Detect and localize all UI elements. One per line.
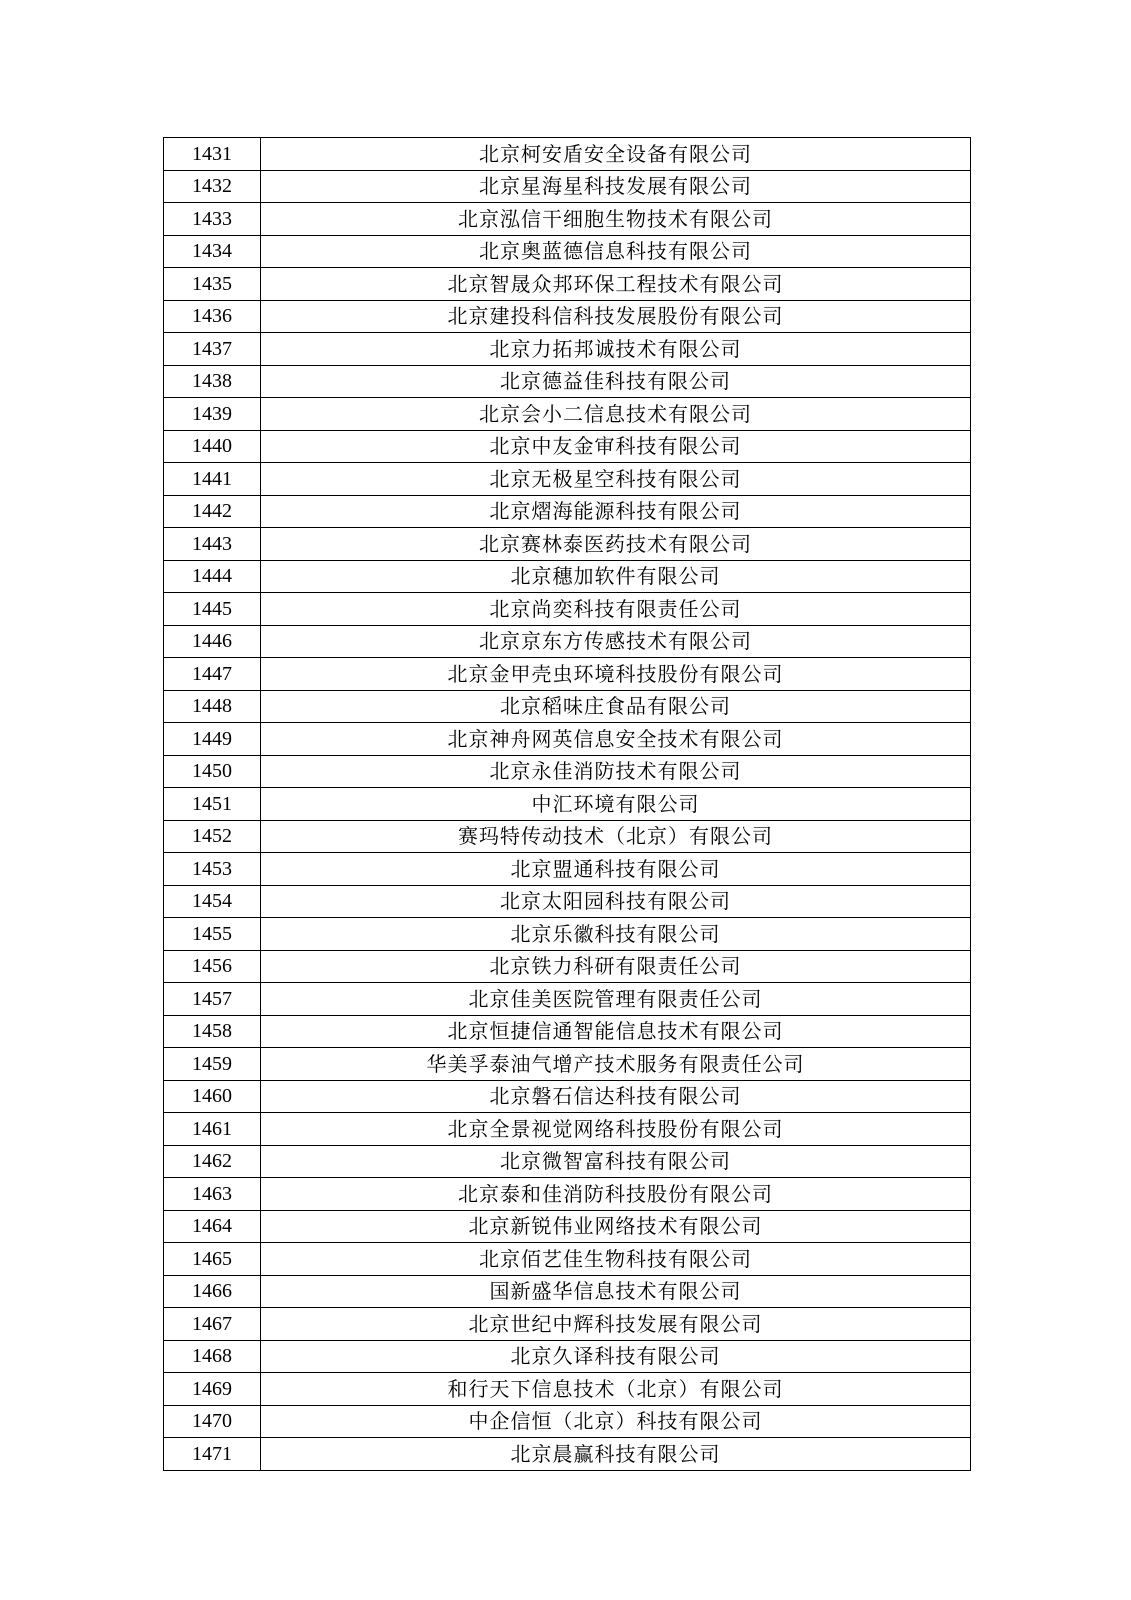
table-row (164, 918, 971, 951)
table-row (164, 495, 971, 528)
table-row (164, 170, 971, 203)
row-number: 1448 (164, 690, 261, 723)
company-name: 华美孚泰油气增产技术服务有限责任公司 (261, 1048, 971, 1081)
row-number: 1431 (164, 138, 261, 171)
table-row (164, 235, 971, 268)
company-name: 北京佰艺佳生物科技有限公司 (261, 1243, 971, 1276)
company-name: 北京力拓邦诚技术有限公司 (261, 333, 971, 366)
row-number: 1451 (164, 788, 261, 821)
row-number: 1446 (164, 625, 261, 658)
company-name: 北京无极星空科技有限公司 (261, 463, 971, 496)
table-row (164, 268, 971, 301)
row-number: 1438 (164, 365, 261, 398)
row-number: 1468 (164, 1340, 261, 1373)
table-row (164, 820, 971, 853)
company-name: 北京金甲壳虫环境科技股份有限公司 (261, 658, 971, 691)
company-name: 赛玛特传动技术（北京）有限公司 (261, 820, 971, 853)
table-row (164, 950, 971, 983)
row-number: 1461 (164, 1113, 261, 1146)
table-row (164, 885, 971, 918)
row-number: 1432 (164, 170, 261, 203)
table-row (164, 723, 971, 756)
company-name: 北京永佳消防技术有限公司 (261, 755, 971, 788)
row-number: 1443 (164, 528, 261, 561)
company-name: 北京星海星科技发展有限公司 (261, 170, 971, 203)
row-number: 1445 (164, 593, 261, 626)
table-row (164, 1178, 971, 1211)
table-row (164, 690, 971, 723)
row-number: 1470 (164, 1405, 261, 1438)
company-name: 北京佳美医院管理有限责任公司 (261, 983, 971, 1016)
table-row (164, 333, 971, 366)
row-number: 1434 (164, 235, 261, 268)
table-row (164, 1438, 971, 1471)
table-row (164, 1340, 971, 1373)
company-name: 中汇环境有限公司 (261, 788, 971, 821)
table-row (164, 300, 971, 333)
row-number: 1437 (164, 333, 261, 366)
table-row (164, 560, 971, 593)
table-row (164, 983, 971, 1016)
row-number: 1444 (164, 560, 261, 593)
table-row (164, 755, 971, 788)
company-name: 北京德益佳科技有限公司 (261, 365, 971, 398)
row-number: 1442 (164, 495, 261, 528)
company-name: 北京建投科信科技发展股份有限公司 (261, 300, 971, 333)
row-number: 1433 (164, 203, 261, 236)
row-number: 1435 (164, 268, 261, 301)
company-name: 北京京东方传感技术有限公司 (261, 625, 971, 658)
table-row (164, 203, 971, 236)
row-number: 1466 (164, 1275, 261, 1308)
row-number: 1460 (164, 1080, 261, 1113)
company-name: 北京全景视觉网络科技股份有限公司 (261, 1113, 971, 1146)
row-number: 1471 (164, 1438, 261, 1471)
company-name: 北京柯安盾安全设备有限公司 (261, 138, 971, 171)
company-name: 和行天下信息技术（北京）有限公司 (261, 1373, 971, 1406)
company-name: 北京新锐伟业网络技术有限公司 (261, 1210, 971, 1243)
row-number: 1436 (164, 300, 261, 333)
company-name: 北京会小二信息技术有限公司 (261, 398, 971, 431)
table-row (164, 1145, 971, 1178)
company-name: 北京久译科技有限公司 (261, 1340, 971, 1373)
row-number: 1467 (164, 1308, 261, 1341)
company-list-table (163, 137, 971, 1471)
row-number: 1458 (164, 1015, 261, 1048)
row-number: 1439 (164, 398, 261, 431)
table-row (164, 1308, 971, 1341)
table-row (164, 1243, 971, 1276)
table-row (164, 365, 971, 398)
row-number: 1469 (164, 1373, 261, 1406)
row-number: 1463 (164, 1178, 261, 1211)
table-row (164, 788, 971, 821)
company-name: 中企信恒（北京）科技有限公司 (261, 1405, 971, 1438)
company-name: 北京盟通科技有限公司 (261, 853, 971, 886)
row-number: 1452 (164, 820, 261, 853)
table-row (164, 463, 971, 496)
row-number: 1447 (164, 658, 261, 691)
table-row (164, 853, 971, 886)
row-number: 1440 (164, 430, 261, 463)
table-row (164, 1210, 971, 1243)
row-number: 1441 (164, 463, 261, 496)
company-name: 北京磐石信达科技有限公司 (261, 1080, 971, 1113)
row-number: 1450 (164, 755, 261, 788)
company-name: 北京恒捷信通智能信息技术有限公司 (261, 1015, 971, 1048)
table-row (164, 1275, 971, 1308)
company-name: 北京晨赢科技有限公司 (261, 1438, 971, 1471)
row-number: 1459 (164, 1048, 261, 1081)
row-number: 1454 (164, 885, 261, 918)
table-row (164, 1405, 971, 1438)
company-name: 北京太阳园科技有限公司 (261, 885, 971, 918)
table-row (164, 1373, 971, 1406)
company-list-body (164, 138, 971, 1471)
table-row (164, 1048, 971, 1081)
table-row (164, 1015, 971, 1048)
table-row (164, 593, 971, 626)
row-number: 1449 (164, 723, 261, 756)
table-row (164, 430, 971, 463)
row-number: 1465 (164, 1243, 261, 1276)
company-name: 北京微智富科技有限公司 (261, 1145, 971, 1178)
table-row (164, 1080, 971, 1113)
row-number: 1456 (164, 950, 261, 983)
company-name: 北京中友金审科技有限公司 (261, 430, 971, 463)
company-name: 北京赛林泰医药技术有限公司 (261, 528, 971, 561)
row-number: 1457 (164, 983, 261, 1016)
company-name: 北京熠海能源科技有限公司 (261, 495, 971, 528)
table-row (164, 625, 971, 658)
company-name: 北京世纪中辉科技发展有限公司 (261, 1308, 971, 1341)
row-number: 1462 (164, 1145, 261, 1178)
company-name: 北京乐徽科技有限公司 (261, 918, 971, 951)
row-number: 1453 (164, 853, 261, 886)
company-name: 北京稻味庄食品有限公司 (261, 690, 971, 723)
table-row (164, 528, 971, 561)
company-name: 北京穗加软件有限公司 (261, 560, 971, 593)
table-row (164, 658, 971, 691)
table-row (164, 1113, 971, 1146)
company-name: 北京神舟网英信息安全技术有限公司 (261, 723, 971, 756)
company-name: 国新盛华信息技术有限公司 (261, 1275, 971, 1308)
row-number: 1455 (164, 918, 261, 951)
table-row (164, 398, 971, 431)
company-name: 北京泓信干细胞生物技术有限公司 (261, 203, 971, 236)
company-name: 北京尚奕科技有限责任公司 (261, 593, 971, 626)
row-number: 1464 (164, 1210, 261, 1243)
company-name: 北京智晟众邦环保工程技术有限公司 (261, 268, 971, 301)
company-name: 北京泰和佳消防科技股份有限公司 (261, 1178, 971, 1211)
table-row (164, 138, 971, 171)
company-name: 北京奥蓝德信息科技有限公司 (261, 235, 971, 268)
company-name: 北京铁力科研有限责任公司 (261, 950, 971, 983)
